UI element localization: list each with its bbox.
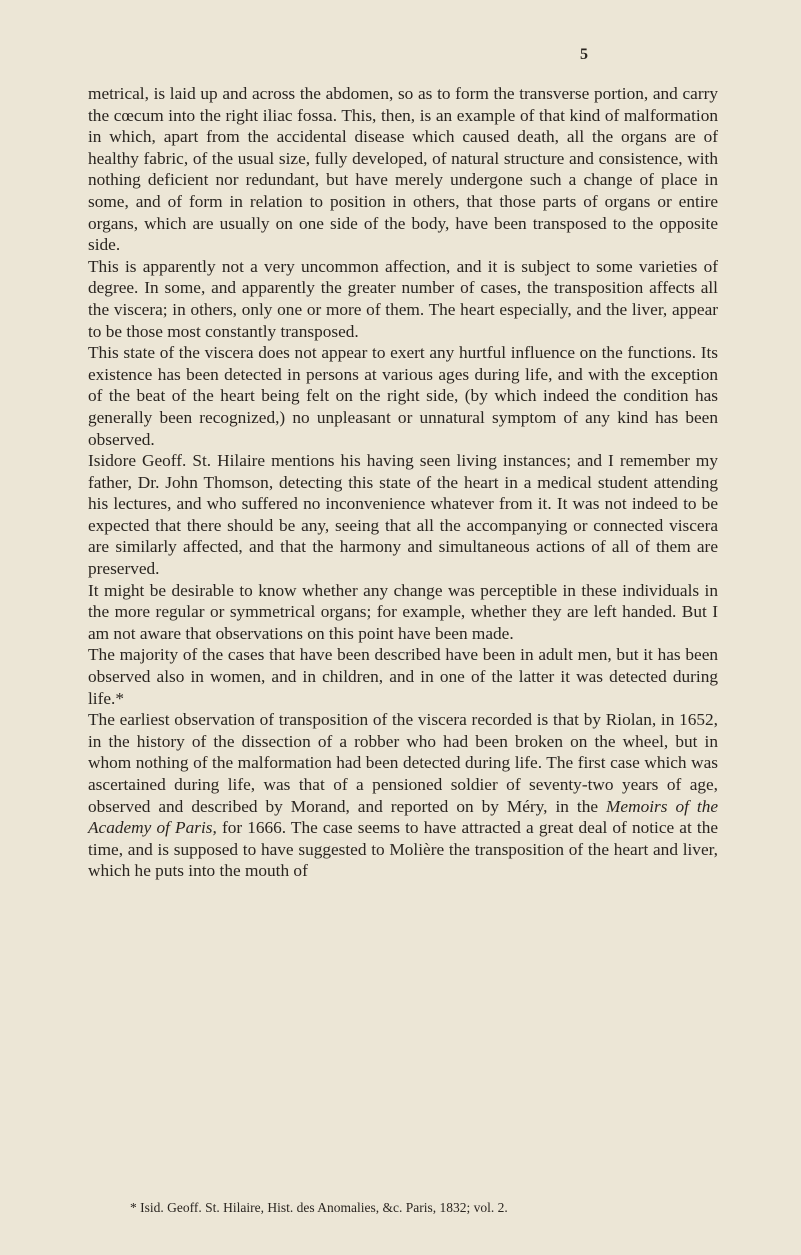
body-text (88, 83, 718, 882)
footnote: * Isid. Geoff. St. Hilaire, Hist. des Anomalies, &c. Paris, 1832; vol. 2. (130, 1200, 508, 1215)
paragraph: It might be desirable to know whether any change was perceptible in these individuals in the more regular or symmetrical organs; for example, whether they are left handed. But I am not aware that observations on this point have been made. (88, 580, 718, 643)
paragraph-final-start: The earliest observation of transposition of the viscera recorded is that by Riolan, in 1652, in the history of the dissection of a robber who had been broken on the wheel, but in whom nothing of the malformation had been detected during life. The first case which was ascertained during life, was that of a pensioned soldier of seventy-two years of age, observed and described by Morand, and reported on by Méry, in the (88, 710, 718, 816)
paragraph: This is apparently not a very uncommon affection, and it is subject to some varieties of degree. In some, and apparently the greater number of cases, the transposition affects all the viscera; in others, only one or more of them. The heart especially, and the liver, appear to be those most constantly transposed. (88, 256, 718, 341)
paragraph-final-end: for 1666. The case seems to have attracted a great deal of notice at the time, and is supposed to have suggested to Molière the transposition of the heart and liver, which he puts into the mouth of (88, 818, 719, 881)
paragraph: The majority of the cases that have been described have been in adult men, but it has been observed also in women, and in children, and in one of the latter it was detected during life.* (88, 645, 718, 708)
paragraph: This state of the viscera does not appear to exert any hurtful influence on the functions. Its existence has been detected in persons at various ages during life, and with the exception of the beat of the heart being felt on the right side, (by which indeed the condition has generally been recognized,) no unpleasant or unnatural symptom of any kind has been observed. (88, 343, 718, 449)
journal-title: Memoirs of the Academy of Paris, (88, 796, 719, 838)
paragraph-final (88, 709, 718, 882)
page-number: 5 (580, 46, 588, 63)
paragraph: metrical, is laid up and across the abdomen, so as to form the transverse portion, and carry the cœcum into the right iliac fossa. This, then, is an example of that kind of malformation in which, apart from the accidental disease which caused death, all the organs are of healthy fabric, of the usual size, fully developed, of natural structure and consistence, with nothing deficient nor redundant, but have merely undergone such a change of place in some, and of form in relation to position in others, that those parts of organs or entire organs, which are usually on one side of the body, have been transposed to the opposite side. (88, 84, 718, 255)
paragraph: Isidore Geoff. St. Hilaire mentions his having seen living instances; and I remember my father, Dr. John Thomson, detecting this state of the heart in a medical student attending his lectures, and who suffered no inconvenience whatever from it. It was not indeed to be expected that there should be any, seeing that all the accompanying or connected viscera are similarly affected, and that the harmony and simultaneous actions of all of them are preserved. (88, 451, 718, 579)
